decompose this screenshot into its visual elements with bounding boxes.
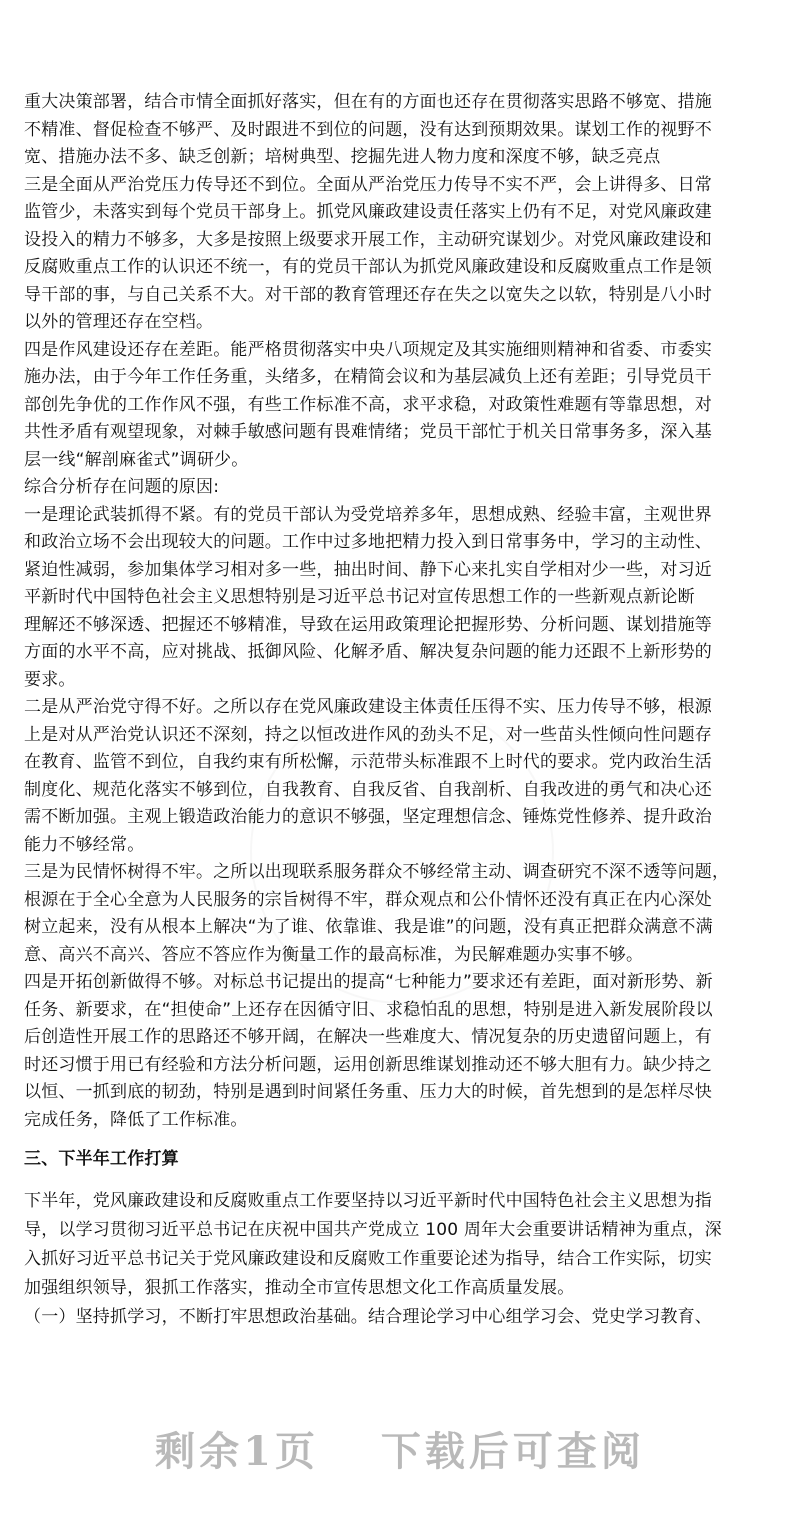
text-line: 树立起来，没有从根本上解决“为了谁、依靠谁、我是谁”的问题，没有真正把群众满意不满 [24, 917, 713, 937]
text-line: 三是全面从严治党压力传导还不到位。全面从严治党压力传导不实不严，会上讲得多、日常 [24, 174, 712, 195]
text-line: 共性矛盾有观望现象，对棘手敏感问题有畏难情绪；党员干部忙于机关日常事务多，深入基 [24, 422, 712, 442]
text-line: 平新时代中国特色社会主义思想特别是习近平总书记对宣传思想工作的一些新观点新论断 [24, 587, 695, 607]
text-line: 意、高兴不高兴、答应不答应作为衡量工作的最高标准，为民解难题办实事不够。 [24, 944, 644, 965]
text-line: 综合分析存在问题的原因: [24, 477, 220, 497]
text-line: 完成任务，降低了工作标准。 [24, 1109, 248, 1130]
clipped-top-line [24, 0, 780, 6]
text-line: 在教育、监管不到位，自我约束有所松懈，示范带头标准跟不上时代的要求。党内政治生活 [24, 752, 712, 772]
text-line: 需不断加强。主观上锻造政治能力的意识不够强，坚定理想信念、锤炼党性修养、提升政治 [24, 807, 712, 827]
section-heading-block [24, 1145, 780, 1173]
text-line: 方面的水平不高，应对挑战、抵御风险、化解矛盾、解决复杂问题的能力还跟不上新形势的 [24, 642, 712, 662]
text-line: 上是对从严治党认识还不深刻，持之以恒改进作风的劲头不足，对一些苗头性倾向性问题存 [24, 724, 712, 745]
text-line: 加强组织领导，狠抓工作落实，推动全市宣传思想文化工作高质量发展。 [24, 1278, 575, 1298]
text-line: 监管少，未落实到每个党员干部身上。抓党风廉政建设责任落实上仍有不足，对党风廉政建 [24, 202, 712, 222]
text-line: 重大决策部署，结合市情全面抓好落实，但在有的方面也还存在贯彻落实思路不够宽、措施 [24, 92, 712, 112]
text-line: 部创先争优的工作作风不强，有些工作标准不高，求平求稳，对政策性难题有等靠思想，对 [24, 394, 712, 415]
download-prompt[interactable] [0, 1420, 800, 1480]
text-line: 层一线“解剖麻雀式”调研少。 [24, 449, 249, 470]
text-line: 三是为民情怀树得不牢。之所以出现联系服务群众不够经常主动、调查研究不深不透等问题， [24, 862, 730, 882]
text-line: 理解还不够深透、把握还不够精准，导致在运用政策理论把握形势、分析问题、谋划措施等 [24, 614, 712, 635]
text-line: 施办法，由于今年工作任务重，头绪多，在精简会议和为基层减负上还有差距；引导党员干 [24, 367, 712, 387]
text-line: 以恒、一抓到底的韧劲，特别是遇到时间紧任务重、压力大的时候，首先想到的是怎样尽快 [24, 1082, 712, 1102]
text-line: 设投入的精力不够多，大多是按照上级要求开展工作，主动研究谋划少。对党风廉政建设和 [24, 229, 712, 250]
text-line: 四是开拓创新做得不够。对标总书记提出的提高“七种能力”要求还有差距，面对新形势、新 [24, 972, 713, 992]
text-line: （一）坚持抓学习，不断打牢思想政治基础。结合理论学习中心组学习会、党史学习教育、 [24, 1307, 712, 1327]
section-heading: 三、下半年工作打算 [24, 1149, 179, 1169]
text-line: 后创造性开展工作的思路还不够开阔，在解决一些难度大、情况复杂的历史遗留问题上，有 [24, 1027, 712, 1047]
text-line: 制度化、规范化落实不够到位，自我教育、自我反省、自我剖析、自我改进的勇气和决心还 [24, 779, 712, 800]
text-line: 导干部的事，与自己关系不大。对干部的教育管理还存在失之以宽失之以软，特别是八小时 [24, 284, 712, 305]
text-line: 根源在于全心全意为人民服务的宗旨树得不牢，群众观点和公仆情怀还没有真正在内心深处 [24, 889, 712, 910]
text-line: 能力不够经常。 [24, 834, 145, 855]
text-line: 一是理论武装抓得不紧。有的党员干部认为受党培养多年，思想成熟、经验丰富，主观世界 [24, 504, 712, 525]
text-line [24, 0, 780, 6]
text-line: 和政治立场不会出现较大的问题。工作中过多地把精力投入到日常事务中，学习的主动性、 [24, 532, 712, 552]
text-line: 导，以学习贯彻习近平总书记在庆祝中国共产党成立 100 周年大会重要讲话精神为重点，深 [24, 1220, 722, 1240]
remaining-pages-text: 剩余1页 [155, 1428, 319, 1475]
text-line: 以外的管理还存在空档。 [24, 312, 214, 332]
text-line: 要求。 [24, 669, 76, 690]
text-line: 二是从严治党守得不好。之所以存在党风廉政建设主体责任压得不实、压力传导不够，根源 [24, 697, 712, 717]
text-line: 任务、新要求，在“担使命”上还存在因循守旧、求稳怕乱的思想，特别是进入新发展阶段以 [24, 999, 713, 1020]
text-line: 入抓好习近平总书记关于党风廉政建设和反腐败工作重要论述为指导，结合工作实际，切实 [24, 1249, 712, 1269]
text-line: 时还习惯于用已有经验和方法分析问题，运用创新思维谋划推动还不够大胆有力。缺少持之 [24, 1054, 712, 1075]
text-line: 四是作风建设还存在差距。能严格贯彻落实中央八项规定及其实施细则精神和省委、市委实 [24, 339, 712, 360]
document-body [24, 89, 780, 1134]
text-line: 紧迫性减弱，参加集体学习相对多一些，抽出时间、静下心来扎实自学相对少一些，对习近 [24, 559, 712, 580]
text-line: 宽、措施办法不多、缺乏创新；培树典型、挖掘先进人物力度和深度不够，缺乏亮点 [24, 147, 661, 167]
download-to-view-text: 下载后可查阅 [380, 1428, 645, 1475]
document-body-continued [24, 1187, 780, 1332]
text-line: 不精准、督促检查不够严、及时跟进不到位的问题，没有达到预期效果。谋划工作的视野不 [24, 119, 712, 140]
text-line: 下半年，党风廉政建设和反腐败重点工作要坚持以习近平新时代中国特色社会主义思想为指 [24, 1191, 712, 1211]
text-line: 反腐败重点工作的认识还不统一，有的党员干部认为抓党风廉政建设和反腐败重点工作是领 [24, 257, 712, 277]
